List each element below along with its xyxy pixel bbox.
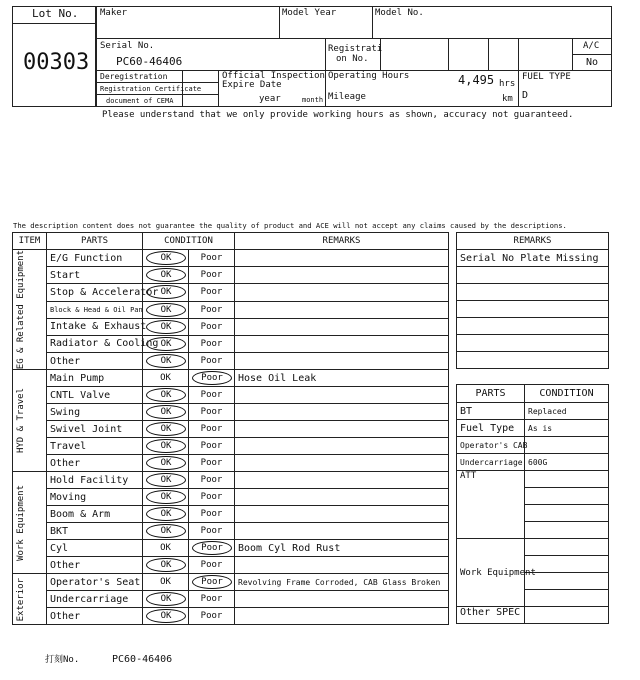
- other-spec-label: Other SPEC: [457, 607, 525, 624]
- part-name: Intake & Exhaust: [47, 318, 143, 335]
- table-row: [13, 438, 449, 455]
- condition-ok-cell: [143, 472, 189, 489]
- parts-name: Fuel Type: [457, 420, 525, 437]
- part-name: Operator's Seat: [47, 574, 143, 591]
- condition-poor: Poor: [200, 594, 223, 605]
- condition-ok: OK: [160, 373, 171, 384]
- parts-value: [525, 590, 609, 607]
- inspection-label-2: Expire Date: [222, 80, 282, 90]
- remarks-row: [457, 335, 609, 352]
- condition-ok: OK: [146, 303, 186, 317]
- part-name: Swing: [47, 404, 143, 421]
- condition-ok-cell: [143, 318, 189, 335]
- condition-poor: Poor: [200, 492, 223, 503]
- rule: [572, 54, 612, 55]
- condition-col: CONDITION: [525, 385, 609, 403]
- parts-row: [457, 539, 609, 556]
- col-remarks: REMARKS: [235, 233, 449, 250]
- remark: Revolving Frame Corroded, CAB Glass Broken: [235, 574, 449, 591]
- part-name: CNTL Valve: [47, 387, 143, 404]
- condition-poor-cell: [189, 574, 235, 591]
- condition-ok: OK: [146, 592, 186, 606]
- condition-poor: Poor: [200, 338, 223, 349]
- condition-ok: OK: [146, 490, 186, 504]
- mileage-label: Mileage: [328, 92, 366, 102]
- remark: Boom Cyl Rod Rust: [235, 540, 449, 557]
- part-name: Hold Facility: [47, 472, 143, 489]
- condition-poor: Poor: [200, 356, 223, 367]
- condition-ok: OK: [160, 577, 171, 588]
- remark: [235, 301, 449, 318]
- condition-poor: Poor: [200, 253, 223, 264]
- remark: [235, 250, 449, 267]
- remark: Hose Oil Leak: [235, 370, 449, 387]
- table-row: [13, 557, 449, 574]
- parts-col: PARTS: [457, 385, 525, 403]
- remarks-row: [457, 352, 609, 369]
- condition-poor-cell: [189, 404, 235, 421]
- remarks-row: [457, 318, 609, 335]
- part-name: Other: [47, 455, 143, 472]
- remarks-line: [457, 335, 609, 352]
- serial-label: Serial No.: [100, 41, 155, 51]
- part-name: Moving: [47, 489, 143, 506]
- condition-ok: OK: [146, 558, 186, 572]
- condition-ok-cell: [143, 421, 189, 438]
- parts-name: Operator's CAB: [457, 437, 525, 454]
- remark: [235, 267, 449, 284]
- part-name: Main Pump: [47, 370, 143, 387]
- condition-poor: Poor: [200, 611, 223, 622]
- remarks-row: [457, 267, 609, 284]
- ac-value: No: [586, 57, 599, 68]
- condition-poor: Poor: [200, 424, 223, 435]
- table-row: [13, 301, 449, 318]
- remark: [235, 472, 449, 489]
- condition-ok-cell: [143, 540, 189, 557]
- parts-row: [457, 607, 609, 624]
- condition-poor-cell: [189, 301, 235, 318]
- condition-poor-cell: [189, 387, 235, 404]
- condition-poor: Poor: [200, 270, 223, 281]
- item-group-label: Work Equipment: [16, 484, 26, 561]
- condition-ok-cell: [143, 438, 189, 455]
- hours-value: 4,495: [458, 73, 495, 87]
- parts-value: [525, 573, 609, 590]
- part-name: Boom & Arm: [47, 506, 143, 523]
- condition-ok: OK: [146, 405, 186, 419]
- item-group-cell: [13, 370, 47, 472]
- remark: [235, 438, 449, 455]
- condition-ok-cell: [143, 301, 189, 318]
- part-name: Block & Head & Oil Pan: [47, 301, 143, 318]
- part-name: Other: [47, 353, 143, 370]
- parts-row: [457, 471, 609, 488]
- item-group-cell: [13, 574, 47, 625]
- operating-hours-label: Operating Hours: [328, 71, 410, 81]
- table-row: [13, 335, 449, 352]
- maker-label: Maker: [100, 8, 128, 18]
- rule: [372, 6, 373, 38]
- remarks-row: [457, 250, 609, 267]
- condition-poor-cell: [189, 540, 235, 557]
- condition-ok-cell: [143, 608, 189, 625]
- condition-poor-cell: [189, 421, 235, 438]
- item-group-label: HYD & Travel: [16, 388, 26, 454]
- condition-ok: OK: [146, 251, 186, 265]
- condition-poor: Poor: [200, 304, 223, 315]
- condition-ok-cell: [143, 455, 189, 472]
- rule: [518, 38, 519, 107]
- lot-label: Lot No.: [32, 7, 79, 20]
- table-row: [13, 370, 449, 387]
- condition-poor: Poor: [200, 560, 223, 571]
- part-name: Other: [47, 557, 143, 574]
- remarks-table: [456, 232, 609, 369]
- col-item: ITEM: [13, 233, 47, 250]
- remark: [235, 591, 449, 608]
- condition-poor: Poor: [200, 321, 223, 332]
- table-row: [13, 421, 449, 438]
- serial-value: PC60-46406: [116, 55, 183, 68]
- condition-ok: OK: [146, 320, 186, 334]
- table-row: [13, 574, 449, 591]
- part-name: Stop & Accelerator: [47, 284, 143, 301]
- remark: [235, 353, 449, 370]
- remarks-row: [457, 284, 609, 301]
- fuel-type-label: FUEL TYPE: [522, 72, 571, 82]
- condition-ok: OK: [146, 268, 186, 282]
- rule: [448, 38, 449, 70]
- model-no-label: Model No.: [375, 8, 424, 18]
- condition-poor: Poor: [200, 390, 223, 401]
- km-unit: km: [502, 94, 513, 104]
- rule: [96, 82, 182, 83]
- hours-notice: Please understand that we only provide working hours as shown, accuracy not guaranteed.: [102, 110, 574, 120]
- part-name: E/G Function: [47, 250, 143, 267]
- condition-ok-cell: [143, 523, 189, 540]
- hrs-unit: hrs: [499, 79, 516, 89]
- remark: [235, 506, 449, 523]
- table-row: [13, 284, 449, 301]
- parts-row: [457, 454, 609, 471]
- condition-ok-cell: [143, 250, 189, 267]
- item-group-cell: [13, 250, 47, 370]
- parts-row: [457, 420, 609, 437]
- remark: [235, 335, 449, 352]
- rule: [325, 38, 326, 107]
- condition-ok: OK: [146, 354, 186, 368]
- parts-value: 600G: [525, 454, 609, 471]
- parts-value: [525, 488, 609, 505]
- condition-poor: Poor: [192, 371, 232, 385]
- rule: [218, 70, 219, 107]
- condition-poor-cell: [189, 506, 235, 523]
- table-row: [13, 455, 449, 472]
- condition-ok: OK: [146, 507, 186, 521]
- condition-poor-cell: [189, 335, 235, 352]
- condition-poor: Poor: [200, 441, 223, 452]
- condition-poor-cell: [189, 318, 235, 335]
- parts-name: BT: [457, 403, 525, 420]
- parts-value: [525, 556, 609, 573]
- parts-value: [525, 539, 609, 556]
- part-name: Undercarriage: [47, 591, 143, 608]
- remark: [235, 284, 449, 301]
- condition-ok-cell: [143, 335, 189, 352]
- condition-poor-cell: [189, 557, 235, 574]
- remark: [235, 608, 449, 625]
- part-name: Radiator & Cooling: [47, 335, 143, 352]
- remark: [235, 421, 449, 438]
- table-row: [13, 318, 449, 335]
- condition-poor: Poor: [200, 287, 223, 298]
- table-row: [13, 404, 449, 421]
- rule: [182, 82, 218, 83]
- condition-ok-cell: [143, 387, 189, 404]
- condition-poor-cell: [189, 472, 235, 489]
- condition-poor: Poor: [192, 575, 232, 589]
- condition-ok-cell: [143, 370, 189, 387]
- remark: [235, 318, 449, 335]
- parts-value: [525, 437, 609, 454]
- item-group-cell: [13, 472, 47, 574]
- condition-ok: OK: [146, 388, 186, 402]
- table-row: [13, 267, 449, 284]
- table-row: [13, 250, 449, 267]
- condition-poor: Poor: [200, 407, 223, 418]
- condition-poor-cell: [189, 591, 235, 608]
- col-condition: CONDITION: [143, 233, 235, 250]
- parts-name: Undercarriage: [457, 454, 525, 471]
- remarks-line: [457, 352, 609, 369]
- part-name: Swivel Joint: [47, 421, 143, 438]
- table-header-row: [13, 233, 449, 250]
- remark: [235, 387, 449, 404]
- remarks-line: [457, 301, 609, 318]
- table-row: [13, 353, 449, 370]
- description-notice: The description content does not guarantee the quality of product and ACE will not accept any claims caused by the descriptions.: [13, 221, 567, 230]
- condition-poor-cell: [189, 608, 235, 625]
- work-equipment-label: Work Equipment: [457, 539, 525, 607]
- parts-value: [525, 505, 609, 522]
- remark: [235, 523, 449, 540]
- table-row: [13, 506, 449, 523]
- parts-header-row: [457, 385, 609, 403]
- condition-poor: Poor: [200, 475, 223, 486]
- cema-label: document of CEMA: [106, 97, 174, 105]
- ac-label: A/C: [583, 41, 600, 51]
- condition-ok: OK: [146, 439, 186, 453]
- remarks-row: [457, 301, 609, 318]
- parts-value: [525, 607, 609, 624]
- stamp-label: 打刻No.: [45, 655, 80, 665]
- condition-ok: OK: [146, 609, 186, 623]
- condition-poor: Poor: [192, 541, 232, 555]
- model-year-label: Model Year: [282, 8, 337, 18]
- remark: [235, 404, 449, 421]
- deregistration-label: Deregistration: [100, 72, 168, 81]
- parts-value: [525, 471, 609, 488]
- condition-ok: OK: [146, 456, 186, 470]
- part-name: Start: [47, 267, 143, 284]
- condition-ok-cell: [143, 489, 189, 506]
- col-parts: PARTS: [47, 233, 143, 250]
- item-group-label: Exterior: [16, 577, 26, 621]
- part-name: Cyl: [47, 540, 143, 557]
- remarks-title: REMARKS: [457, 233, 609, 250]
- remarks-line: [457, 318, 609, 335]
- condition-ok-cell: [143, 591, 189, 608]
- part-name: Other: [47, 608, 143, 625]
- condition-poor-cell: [189, 370, 235, 387]
- fuel-type-value: D: [522, 90, 529, 101]
- condition-ok-cell: [143, 574, 189, 591]
- condition-poor-cell: [189, 267, 235, 284]
- condition-ok: OK: [146, 524, 186, 538]
- parts-value: [525, 522, 609, 539]
- condition-poor-cell: [189, 250, 235, 267]
- table-row: [13, 523, 449, 540]
- condition-ok: OK: [146, 337, 186, 351]
- remark: [235, 557, 449, 574]
- condition-ok-cell: [143, 267, 189, 284]
- registration-label: Registrati: [328, 44, 383, 54]
- table-row: [13, 540, 449, 557]
- condition-poor-cell: [189, 489, 235, 506]
- month-label: month: [302, 96, 324, 104]
- table-row: [13, 608, 449, 625]
- table-row: [13, 489, 449, 506]
- remarks-line: Serial No Plate Missing: [457, 250, 609, 267]
- remarks-line: [457, 284, 609, 301]
- att-label: ATT: [457, 471, 525, 539]
- inspection-table: [12, 232, 449, 625]
- condition-poor-cell: [189, 353, 235, 370]
- parts-row: [457, 437, 609, 454]
- condition-poor-cell: [189, 455, 235, 472]
- condition-poor: Poor: [200, 526, 223, 537]
- year-label: year: [259, 94, 281, 104]
- item-group-label: EG & Related Equipment: [16, 250, 26, 370]
- lot-number: 00303: [23, 50, 90, 75]
- condition-ok-cell: [143, 404, 189, 421]
- condition-ok-cell: [143, 557, 189, 574]
- table-row: [13, 472, 449, 489]
- condition-ok: OK: [146, 473, 186, 487]
- condition-ok-cell: [143, 284, 189, 301]
- condition-ok: OK: [146, 422, 186, 436]
- condition-poor-cell: [189, 523, 235, 540]
- parts-condition-table: [456, 384, 609, 624]
- table-row: [13, 591, 449, 608]
- part-name: BKT: [47, 523, 143, 540]
- condition-poor-cell: [189, 284, 235, 301]
- registration-cert-label: Registration Certificate: [100, 85, 202, 93]
- parts-value: Replaced: [525, 403, 609, 420]
- condition-ok-cell: [143, 506, 189, 523]
- condition-ok-cell: [143, 353, 189, 370]
- rule: [96, 38, 612, 39]
- part-name: Travel: [47, 438, 143, 455]
- remarks-header-row: [457, 233, 609, 250]
- rule: [279, 6, 280, 38]
- stamp-value: PC60-46406: [112, 654, 173, 665]
- table-row: [13, 387, 449, 404]
- parts-value: As is: [525, 420, 609, 437]
- condition-poor: Poor: [200, 509, 223, 520]
- remark: [235, 489, 449, 506]
- parts-row: [457, 403, 609, 420]
- condition-ok: OK: [160, 543, 171, 554]
- remark: [235, 455, 449, 472]
- registration-label-2: on No.: [336, 54, 369, 64]
- condition-poor: Poor: [200, 458, 223, 469]
- condition-ok: OK: [146, 285, 186, 299]
- remarks-line: [457, 267, 609, 284]
- inspection-label: Official Inspection: [222, 71, 325, 81]
- condition-poor-cell: [189, 438, 235, 455]
- rule: [488, 38, 489, 70]
